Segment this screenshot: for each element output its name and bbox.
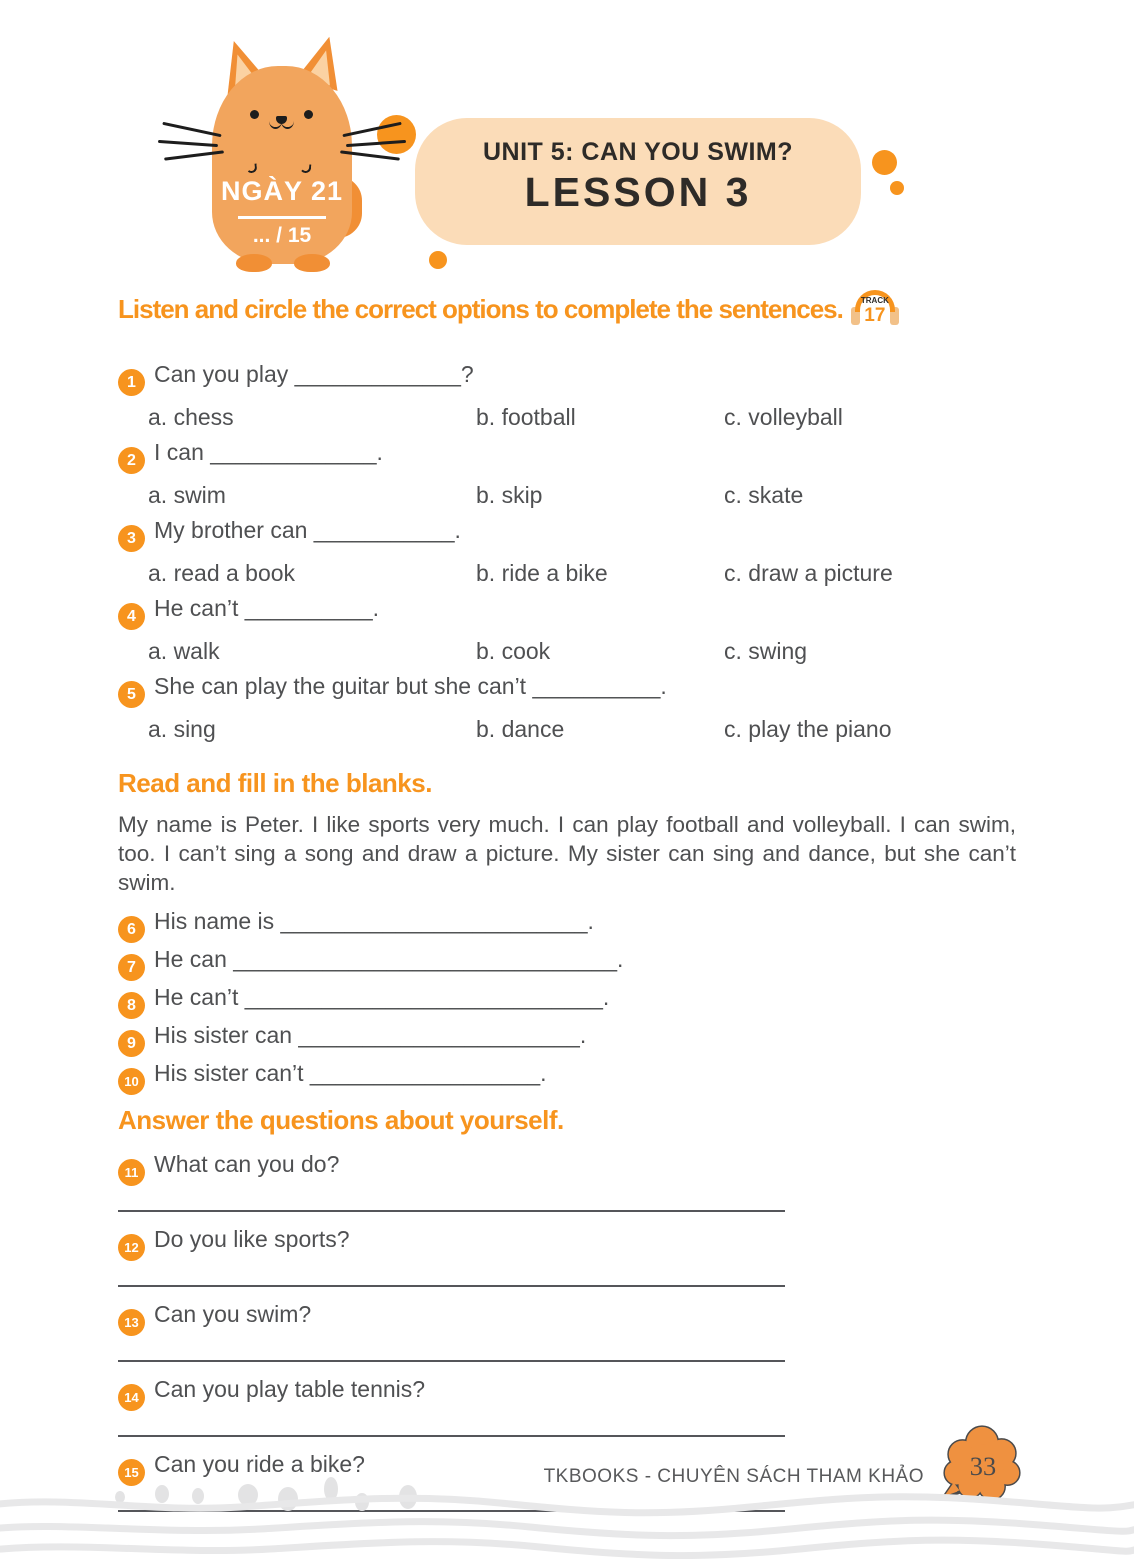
cat-body [212, 66, 352, 264]
question-number-badge: 9 [118, 1030, 145, 1057]
option-a: a. swim [148, 482, 226, 508]
question-text: Can you swim? [154, 1301, 312, 1327]
option-c: c. swing [724, 638, 808, 664]
qa-item [118, 1149, 1016, 1212]
options-row [118, 402, 1016, 432]
unit-title: UNIT 5: CAN YOU SWIM? [482, 138, 794, 166]
cat-eye-icon [304, 110, 313, 119]
options-row [118, 558, 1016, 588]
question-line [118, 1057, 1016, 1095]
question-number-badge: 5 [118, 681, 145, 708]
orange-dot-icon [377, 115, 416, 154]
lesson-banner [415, 118, 861, 245]
cat-foot-icon [236, 254, 272, 272]
score-divider [238, 216, 326, 219]
question-number-badge: 14 [118, 1384, 145, 1411]
cat-eye-icon [250, 110, 259, 119]
question-line [118, 436, 1016, 474]
question-number-badge: 15 [118, 1459, 145, 1486]
option-c: c. draw a picture [724, 560, 893, 586]
question-line [118, 943, 1016, 981]
question-text: Can you play table tennis? [154, 1376, 426, 1402]
question-text: His name is ________________________. [154, 908, 594, 934]
question-number-badge: 7 [118, 954, 145, 981]
question-line [118, 1224, 1016, 1261]
cat-whisker-icon [164, 150, 224, 160]
question-number-badge: 2 [118, 447, 145, 474]
question-number-badge: 6 [118, 916, 145, 943]
score-label: ... / 15 [252, 224, 312, 247]
question-number-badge: 4 [118, 603, 145, 630]
lesson-title: LESSON 3 [524, 169, 752, 215]
question-number-badge: 10 [118, 1068, 145, 1095]
option-b: b. skip [476, 482, 543, 508]
cat-whisker-icon [158, 140, 218, 147]
track-label: TRACK [860, 296, 889, 305]
qa-item [118, 1224, 1016, 1287]
cat-mascot-icon [196, 34, 376, 272]
section-heading: Read and fill in the blanks. [118, 768, 432, 798]
question-text: He can’t __________. [154, 595, 380, 621]
answer-blank-line [118, 1435, 785, 1437]
cat-whisker-icon [162, 122, 221, 137]
question-text: What can you do? [154, 1151, 340, 1177]
section-heading: Answer the questions about yourself. [118, 1105, 564, 1135]
options-row [118, 480, 1016, 510]
question-line [118, 1149, 1016, 1186]
qa-item [118, 1299, 1016, 1362]
question-line [118, 1374, 1016, 1411]
answer-blank-line [118, 1360, 785, 1362]
option-b: b. dance [476, 716, 565, 742]
question-text: Can you ride a bike? [154, 1451, 365, 1477]
question-line [118, 670, 1016, 708]
track-number: 17 [864, 305, 886, 326]
cat-mouth-icon [281, 120, 294, 129]
option-a: a. walk [148, 638, 220, 664]
headphones-track-icon [849, 288, 901, 334]
qa-item [118, 1374, 1016, 1437]
question-line [118, 592, 1016, 630]
question-number-badge: 11 [118, 1159, 145, 1186]
question-line [118, 981, 1016, 1019]
question-text: He can’t ____________________________. [154, 984, 610, 1010]
option-a: a. chess [148, 404, 234, 430]
question-number-badge: 12 [118, 1234, 145, 1261]
option-b: b. football [476, 404, 576, 430]
question-text: Do you like sports? [154, 1226, 350, 1252]
option-c: c. volleyball [724, 404, 843, 430]
question-number-badge: 1 [118, 369, 145, 396]
day-label: NGÀY 21 [220, 176, 344, 206]
question-text: I can _____________. [154, 439, 383, 465]
question-text: She can play the guitar but she can’t __________. [154, 673, 667, 699]
orange-dot-icon [429, 251, 447, 269]
orange-dot-icon [872, 150, 897, 175]
reading-passage: My name is Peter. I like sports very much. I can play football and volleyball. I can swim, too. I can’t sing a song and draw a picture. My sister can sing and dance, but she can’t swim. [118, 812, 1016, 895]
option-b: b. ride a bike [476, 560, 608, 586]
option-b: b. cook [476, 638, 551, 664]
section-heading: Listen and circle the correct options to complete the sentences. [118, 294, 843, 324]
answer-blank-line [118, 1210, 785, 1212]
page-number: 33 [969, 1450, 997, 1481]
cat-paw-icon [300, 163, 312, 173]
question-text: His sister can ______________________. [154, 1022, 587, 1048]
question-line [118, 514, 1016, 552]
question-text: My brother can ___________. [154, 517, 461, 543]
question-text: He can ______________________________. [154, 946, 624, 972]
option-a: a. sing [148, 716, 216, 742]
question-line [118, 1299, 1016, 1336]
question-text: Can you play _____________? [154, 361, 474, 387]
cat-paw-icon [246, 163, 258, 173]
question-line [118, 1019, 1016, 1057]
option-a: a. read a book [148, 560, 296, 586]
question-line [118, 358, 1016, 396]
question-line [118, 905, 1016, 943]
cat-foot-icon [294, 254, 330, 272]
question-number-badge: 13 [118, 1309, 145, 1336]
wave-decoration [0, 1473, 1134, 1559]
orange-dot-icon [890, 181, 904, 195]
page-header [0, 0, 1134, 272]
option-c: c. skate [724, 482, 804, 508]
options-row [118, 714, 1016, 744]
answer-blank-line [118, 1285, 785, 1287]
section-listen [118, 292, 1016, 744]
option-c: c. play the piano [724, 716, 892, 742]
question-number-badge: 3 [118, 525, 145, 552]
question-text: His sister can’t __________________. [154, 1060, 547, 1086]
footer-publisher: TKBOOKS - CHUYÊN SÁCH THAM KHẢO [543, 1466, 924, 1487]
question-number-badge: 8 [118, 992, 145, 1019]
section-read [118, 766, 1016, 1095]
options-row [118, 636, 1016, 666]
